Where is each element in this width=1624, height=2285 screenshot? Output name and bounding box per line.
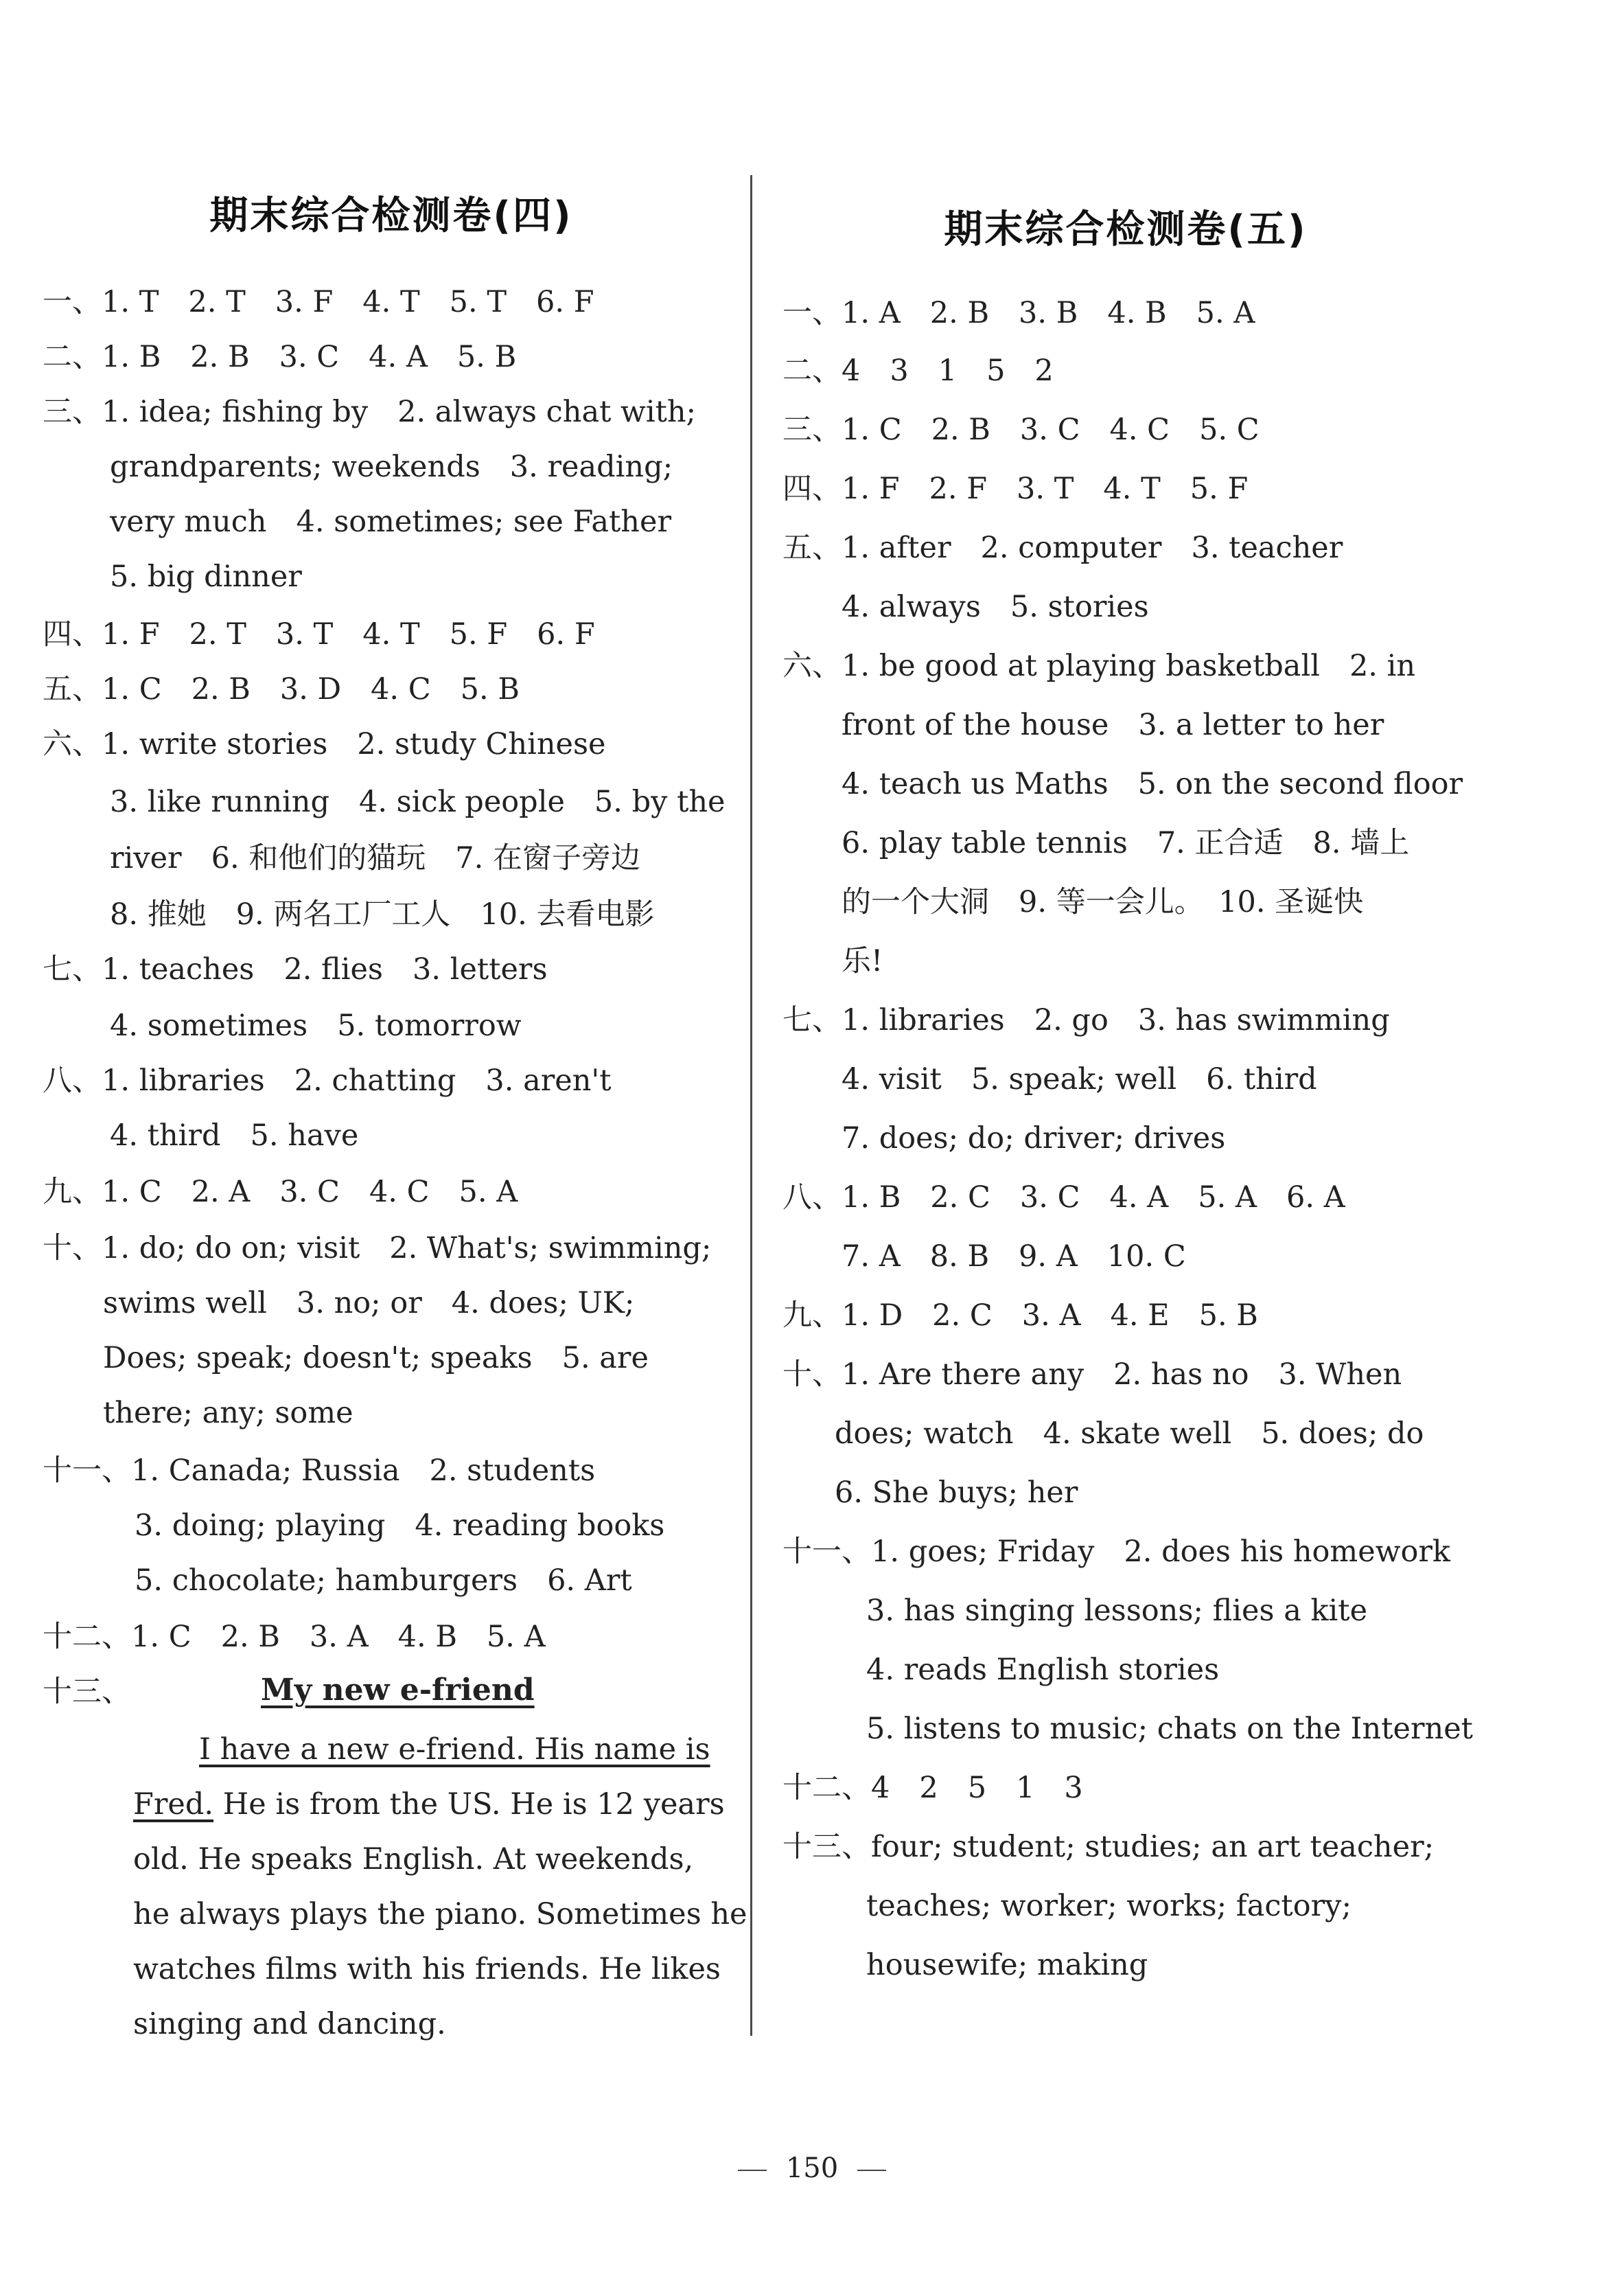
answer-line: 五、1. after 2. computer 3. teacher — [782, 531, 1343, 565]
answer-line: 四、1. F 2. F 3. T 4. T 5. F — [782, 472, 1249, 506]
answer-line: 5. listens to music; chats on the Internet — [866, 1712, 1473, 1746]
answer-line: 3. doing; playing 4. reading books — [135, 1508, 665, 1543]
answer-line: 三、1. C 2. B 3. C 4. C 5. C — [782, 413, 1260, 447]
essay-line: he always plays the piano. Sometimes he — [133, 1897, 747, 1931]
answer-line: grandparents; weekends 3. reading; — [110, 450, 673, 484]
answer-line: 十一、1. Canada; Russia 2. students — [43, 1454, 596, 1488]
answer-line: Does; speak; doesn't; speaks 5. are — [103, 1341, 649, 1375]
essay-line — [133, 1785, 725, 1824]
answer-line: very much 4. sometimes; see Father — [110, 505, 672, 539]
answer-line: 三、1. idea; fishing by 2. always chat with; — [43, 395, 697, 429]
answer-line: 十二、1. C 2. B 3. A 4. B 5. A — [43, 1620, 546, 1654]
answer-line: 7. does; do; driver; drives — [842, 1121, 1226, 1156]
answer-line: 7. A 8. B 9. A 10. C — [842, 1239, 1186, 1274]
answer-line: 十一、1. goes; Friday 2. does his homework — [782, 1535, 1450, 1569]
answer-line: 4. always 5. stories — [842, 590, 1149, 624]
answer-line: 4. sometimes 5. tomorrow — [110, 1009, 522, 1043]
column-divider — [750, 175, 752, 2036]
answer-line: 七、1. teaches 2. flies 3. letters — [43, 952, 548, 987]
answer-line: 九、1. D 2. C 3. A 4. E 5. B — [782, 1298, 1258, 1333]
essay-line: watches films with his friends. He likes — [133, 1952, 721, 1986]
essay-line-rest: He is from the US. He is 12 years — [213, 1787, 725, 1822]
answer-line: 5. chocolate; hamburgers 6. Art — [135, 1563, 632, 1598]
answer-line: 八、1. B 2. C 3. C 4. A 5. A 6. A — [782, 1180, 1345, 1215]
answer-line: 七、1. libraries 2. go 3. has swimming — [782, 1003, 1390, 1037]
answer-line: front of the house 3. a letter to her — [842, 708, 1384, 742]
answer-line: 十三、four; student; studies; an art teacher; — [782, 1830, 1435, 1864]
answer-line: 4. third 5. have — [110, 1118, 359, 1153]
answer-line: 六、1. write stories 2. study Chinese — [43, 727, 606, 761]
essay-line: singing and dancing. — [133, 2007, 446, 2041]
answer-line: there; any; some — [103, 1396, 353, 1430]
answer-line: 六、1. be good at playing basketball 2. in — [782, 649, 1416, 683]
answer-line: river 6. 和他们的猫玩 7. 在窗子旁边 — [110, 841, 640, 875]
answer-line: 4. teach us Maths 5. on the second floor — [842, 767, 1463, 801]
answer-line: 4. reads English stories — [866, 1653, 1220, 1687]
answer-line: 二、1. B 2. B 3. C 4. A 5. B — [43, 340, 517, 374]
answer-line: 6. play table tennis 7. 正合适 8. 墙上 — [842, 826, 1410, 860]
essay-line: I have a new e-friend. His name is — [199, 1732, 710, 1767]
answer-line: 十、1. do; do on; visit 2. What's; swimming; — [43, 1231, 712, 1265]
page-number-dash-left — [738, 2170, 767, 2171]
essay-line: old. He speaks English. At weekends, — [133, 1842, 694, 1876]
left-title: 期末综合检测卷(四) — [209, 194, 573, 238]
essay-title: My new e-friend — [261, 1673, 535, 1708]
answer-line: does; watch 4. skate well 5. does; do — [835, 1416, 1424, 1451]
answer-line: housewife; making — [866, 1948, 1148, 1982]
answer-line: 二、4 3 1 5 2 — [782, 354, 1054, 388]
answer-line: 五、1. C 2. B 3. D 4. C 5. B — [43, 672, 520, 707]
page-number-value: 150 — [785, 2152, 839, 2184]
answer-line: 一、1. T 2. T 3. F 4. T 5. T 6. F — [43, 285, 594, 319]
essay-underlined-word: Fred. — [133, 1787, 214, 1822]
answer-line: 四、1. F 2. T 3. T 4. T 5. F 6. F — [43, 617, 595, 652]
answer-line: 3. like running 4. sick people 5. by the — [110, 785, 726, 819]
answer-line: teaches; worker; works; factory; — [866, 1889, 1352, 1923]
answer-line: 的一个大洞 9. 等一会儿。 10. 圣诞快 — [842, 885, 1364, 919]
answer-line: 乐! — [842, 944, 883, 978]
answer-line: 3. has singing lessons; flies a kite — [866, 1594, 1368, 1628]
page-number — [0, 2152, 1624, 2184]
page-number-dash-right — [857, 2170, 886, 2171]
answer-line: 一、1. A 2. B 3. B 4. B 5. A — [782, 296, 1255, 330]
answer-line: 6. She buys; her — [835, 1476, 1078, 1510]
answer-line: swims well 3. no; or 4. does; UK; — [103, 1286, 635, 1320]
right-title: 期末综合检测卷(五) — [944, 207, 1308, 252]
answer-line: 十二、4 2 5 1 3 — [782, 1771, 1083, 1805]
answer-line: 8. 推她 9. 两名工厂工人 10. 去看电影 — [110, 897, 655, 932]
answer-line: 九、1. C 2. A 3. C 4. C 5. A — [43, 1175, 518, 1209]
answer-line: 八、1. libraries 2. chatting 3. aren't — [43, 1064, 612, 1098]
answer-line: 5. big dinner — [110, 560, 302, 594]
answer-line: 十三、 — [43, 1675, 131, 1709]
answer-line: 十、1. Are there any 2. has no 3. When — [782, 1357, 1402, 1392]
answer-line: 4. visit 5. speak; well 6. third — [842, 1062, 1317, 1096]
